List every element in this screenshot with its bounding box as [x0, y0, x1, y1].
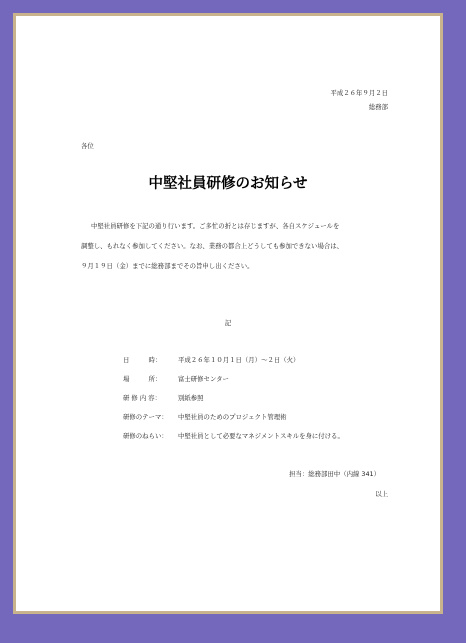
detail-value: 中堅社員として必要なマネジメントスキルを身に付ける。: [178, 432, 344, 440]
contact-info: 担当：総務部田中（内線 341）: [289, 470, 380, 478]
sender-department: 総務部: [368, 103, 388, 111]
detail-label: 日 時：: [123, 356, 162, 364]
detail-value: 富士研修センター: [178, 375, 229, 383]
ki-heading: 記: [224, 319, 232, 327]
document-date: 平成２６年９月２日: [330, 89, 388, 97]
detail-label: 研修のテーマ：: [123, 413, 168, 421]
document-title: 中堅社員研修のお知らせ: [148, 176, 308, 192]
detail-value: 中堅社員のためのプロジェクト管理術: [178, 413, 287, 421]
body-line-3: ９月１９日（金）までに総務部までその旨申し出ください。: [81, 262, 254, 270]
closing-text: 以上: [375, 490, 388, 498]
detail-label: 場 所：: [123, 375, 162, 383]
document-page: [13, 13, 443, 614]
body-line-2: 調整し、もれなく参加してください。なお、業務の都合上どうしても参加できない場合は、: [81, 242, 344, 250]
detail-label: 研修のねらい：: [123, 432, 168, 440]
body-line-1: 中堅社員研修を下記の通り行います。ご多忙の折とは存じますが、各自スケジュールを: [91, 222, 340, 230]
detail-label: 研 修 内 容：: [123, 394, 162, 402]
detail-value: 別紙参照: [178, 394, 204, 402]
detail-value: 平成２６年１０月１日（月）～２日（火）: [178, 356, 300, 364]
addressee: 各位: [81, 142, 94, 150]
